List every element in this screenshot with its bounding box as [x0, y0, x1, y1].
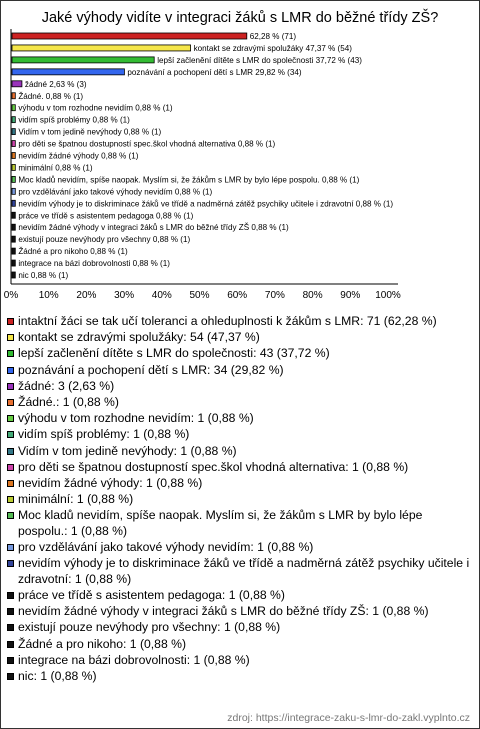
legend-label: výhodu v tom rozhodne nevidím: 1 (0,88 %)	[18, 411, 254, 426]
x-tick-label: 50%	[189, 290, 210, 301]
legend-label: integrace na bázi dobrovolnosti: 1 (0,88 %)	[18, 652, 250, 667]
bar-label-19: Žádné a pro nikoho 0,88 % (1)	[18, 247, 128, 257]
legend-label: pro děti se špatnou dostupností spec.škol vhodná alternativa: 1 (0,88 %)	[18, 459, 409, 474]
bar-label-20: integrace na bázi dobrovolnosti 0,88 % (1)	[18, 259, 170, 269]
legend-swatch	[7, 512, 14, 519]
legend-item	[7, 379, 473, 395]
legend-label: vidím spíš problémy: 1 (0,88 %)	[18, 427, 190, 442]
bar-18	[12, 236, 15, 242]
x-tick-label: 30%	[114, 290, 135, 301]
bar-label-8: vidím spíš problémy 0,88 % (1)	[18, 115, 130, 125]
legend-swatch	[7, 350, 14, 357]
legend-swatch	[7, 673, 14, 680]
bar-label-15: nevidím výhody je to diskriminace žáků ve třídě a nadměrná zátěž psychiky učitele i zdravotní 0,88 % (1)	[18, 199, 394, 209]
legend-swatch	[7, 334, 14, 341]
legend-label: lepší začlenění dítěte s LMR do společnosti: 43 (37,72 %)	[18, 346, 330, 361]
legend-item	[7, 620, 473, 636]
legend-item	[7, 669, 473, 685]
bar-label-6: Žádné. 0,88 % (1)	[18, 91, 84, 101]
bar-label-21: nic 0,88 % (1)	[18, 271, 69, 280]
bar-14	[12, 188, 15, 194]
x-tick-label: 90%	[340, 290, 361, 301]
legend-label: nevidím žádné výhody v integraci žáků s LMR do běžné třídy ZŠ: 1 (0,88 %)	[18, 604, 429, 619]
x-tick-label: 10%	[38, 290, 59, 301]
bar-4	[12, 69, 124, 75]
legend-item	[7, 330, 473, 346]
bar-13	[12, 176, 15, 182]
x-tick-label: 80%	[302, 290, 323, 301]
legend-swatch	[7, 641, 14, 648]
legend-item	[7, 363, 473, 379]
bar-1	[12, 33, 247, 39]
bar-label-11: nevidím žádné výhody 0,88 % (1)	[18, 151, 139, 161]
bar-label-1: 62,28 % (71)	[249, 32, 297, 41]
legend-swatch	[7, 399, 14, 406]
bar-10	[12, 141, 15, 147]
bar-label-9: Vidím v tom jedině nevýhody 0,88 % (1)	[18, 127, 162, 137]
bar-label-10: pro děti se špatnou dostupností spec.škol vhodná alternativa 0,88 % (1)	[18, 139, 276, 149]
bar-label-4: poznávání a pochopení dětí s LMR 29,82 % (34)	[127, 67, 302, 77]
legend-item	[7, 444, 473, 460]
x-tick-label: 20%	[76, 290, 97, 301]
legend-label: Žádné a pro nikoho: 1 (0,88 %)	[18, 636, 187, 651]
legend-item	[7, 395, 473, 411]
legend-label: intaktní žáci se tak učí toleranci a ohleduplnosti k žákům s LMR: 71 (62,28 %)	[18, 314, 437, 328]
legend-item	[7, 556, 473, 587]
legend-label: poznávání a pochopení dětí s LMR: 34 (29,82 %)	[18, 362, 284, 377]
legend-swatch	[7, 318, 14, 325]
legend-item	[7, 314, 473, 330]
legend-swatch	[7, 480, 14, 487]
legend-item	[7, 508, 473, 539]
chart-legend	[7, 314, 473, 685]
legend-label: Moc kladů nevidím, spíše naopak. Myslím si, že žákům s LMR by bylo lépe pospolu.: 1 (0,88 %)	[18, 508, 423, 538]
legend-swatch	[7, 657, 14, 664]
chart-title: Jaké výhody vidíte v integraci žáků s LMR do běžné třídy ZŠ?	[41, 10, 439, 26]
x-tick-label: 0%	[3, 290, 19, 301]
bar-12	[12, 164, 15, 170]
legend-label: Žádné.: 1 (0,88 %)	[18, 394, 119, 409]
legend-item	[7, 492, 473, 508]
bar-label-17: nevidím žádné výhody v integraci žáků s LMR do běžné třídy ZŠ 0,88 % (1)	[18, 223, 289, 233]
legend-swatch	[7, 431, 14, 438]
bar-label-14: pro vzdělávání jako takové výhody nevidím 0,88 % (1)	[18, 187, 213, 197]
legend-label: existují pouze nevýhody pro všechny: 1 (0,88 %)	[18, 620, 281, 635]
source-note: zdroj: https://integrace-zaku-s-lmr-do-zakl.vyplnto.cz	[227, 712, 470, 724]
bar-label-2: kontakt se zdravými spolužáky 47,37 % (54)	[193, 43, 352, 53]
legend-item	[7, 460, 473, 476]
bar-chart-plot	[0, 0, 480, 310]
bar-17	[12, 224, 15, 230]
legend-label: Vidím v tom jedině nevýhody: 1 (0,88 %)	[18, 443, 237, 458]
legend-label: pro vzdělávání jako takové výhody nevidím: 1 (0,88 %)	[18, 540, 314, 555]
bar-21	[12, 272, 15, 278]
legend-label: práce ve třídě s asistentem pedagoga: 1 (0,88 %)	[18, 588, 285, 602]
x-tick-label: 70%	[264, 290, 285, 301]
legend-item	[7, 604, 473, 620]
legend-item	[7, 588, 473, 604]
bar-2	[12, 45, 191, 51]
bar-6	[12, 93, 15, 99]
x-tick-label: 100%	[375, 290, 401, 301]
bar-9	[12, 129, 15, 135]
bar-label-3: lepší začlenění dítěte s LMR do společnosti 37,72 % (43)	[157, 55, 362, 65]
legend-swatch	[7, 624, 14, 631]
bar-label-7: výhodu v tom rozhodne nevidím 0,88 % (1)	[18, 103, 173, 113]
bar-5	[12, 81, 22, 87]
legend-label: nevidím výhody je to diskriminace žáků ve třídě a nadměrná zátěž psychiky učitele i zdravotní: 1 (0,88 %)	[18, 556, 470, 586]
legend-swatch	[7, 496, 14, 503]
bar-20	[12, 260, 15, 266]
legend-swatch	[7, 448, 14, 455]
bar-11	[12, 153, 15, 159]
legend-item	[7, 411, 473, 427]
legend-label: kontakt se zdravými spolužáky: 54 (47,37 %)	[18, 330, 260, 345]
bar-19	[12, 248, 15, 254]
legend-label: žádné: 3 (2,63 %)	[18, 378, 115, 393]
bar-3	[12, 57, 154, 63]
x-tick-label: 60%	[227, 290, 248, 301]
legend-label: minimální: 1 (0,88 %)	[18, 492, 134, 507]
x-tick-label: 40%	[151, 290, 172, 301]
legend-item	[7, 427, 473, 443]
bar-label-12: minimální 0,88 % (1)	[18, 163, 93, 173]
legend-swatch	[7, 383, 14, 390]
legend-item	[7, 540, 473, 556]
legend-swatch	[7, 544, 14, 551]
bar-label-18: existují pouze nevýhody pro všechny 0,88 % (1)	[18, 235, 191, 245]
legend-label: nevidím žádné výhody: 1 (0,88 %)	[18, 475, 203, 490]
bar-label-13: Moc kladů nevidím, spíše naopak. Myslím si, že žákům s LMR by bylo lépe pospolu. 0,88 % (1)	[18, 175, 360, 185]
bar-15	[12, 200, 15, 206]
legend-swatch	[7, 592, 14, 599]
legend-swatch	[7, 415, 14, 422]
legend-swatch	[7, 367, 14, 374]
legend-swatch	[7, 608, 14, 615]
bar-label-5: žádné 2,63 % (3)	[24, 79, 87, 89]
legend-swatch	[7, 560, 14, 567]
bar-8	[12, 117, 15, 123]
legend-item	[7, 637, 473, 653]
bar-16	[12, 212, 15, 218]
legend-item	[7, 653, 473, 669]
legend-item	[7, 346, 473, 362]
legend-swatch	[7, 464, 14, 471]
legend-item	[7, 476, 473, 492]
bar-7	[12, 105, 15, 111]
legend-label: nic: 1 (0,88 %)	[18, 668, 97, 683]
bar-label-16: práce ve třídě s asistentem pedagoga 0,88 % (1)	[18, 211, 194, 221]
